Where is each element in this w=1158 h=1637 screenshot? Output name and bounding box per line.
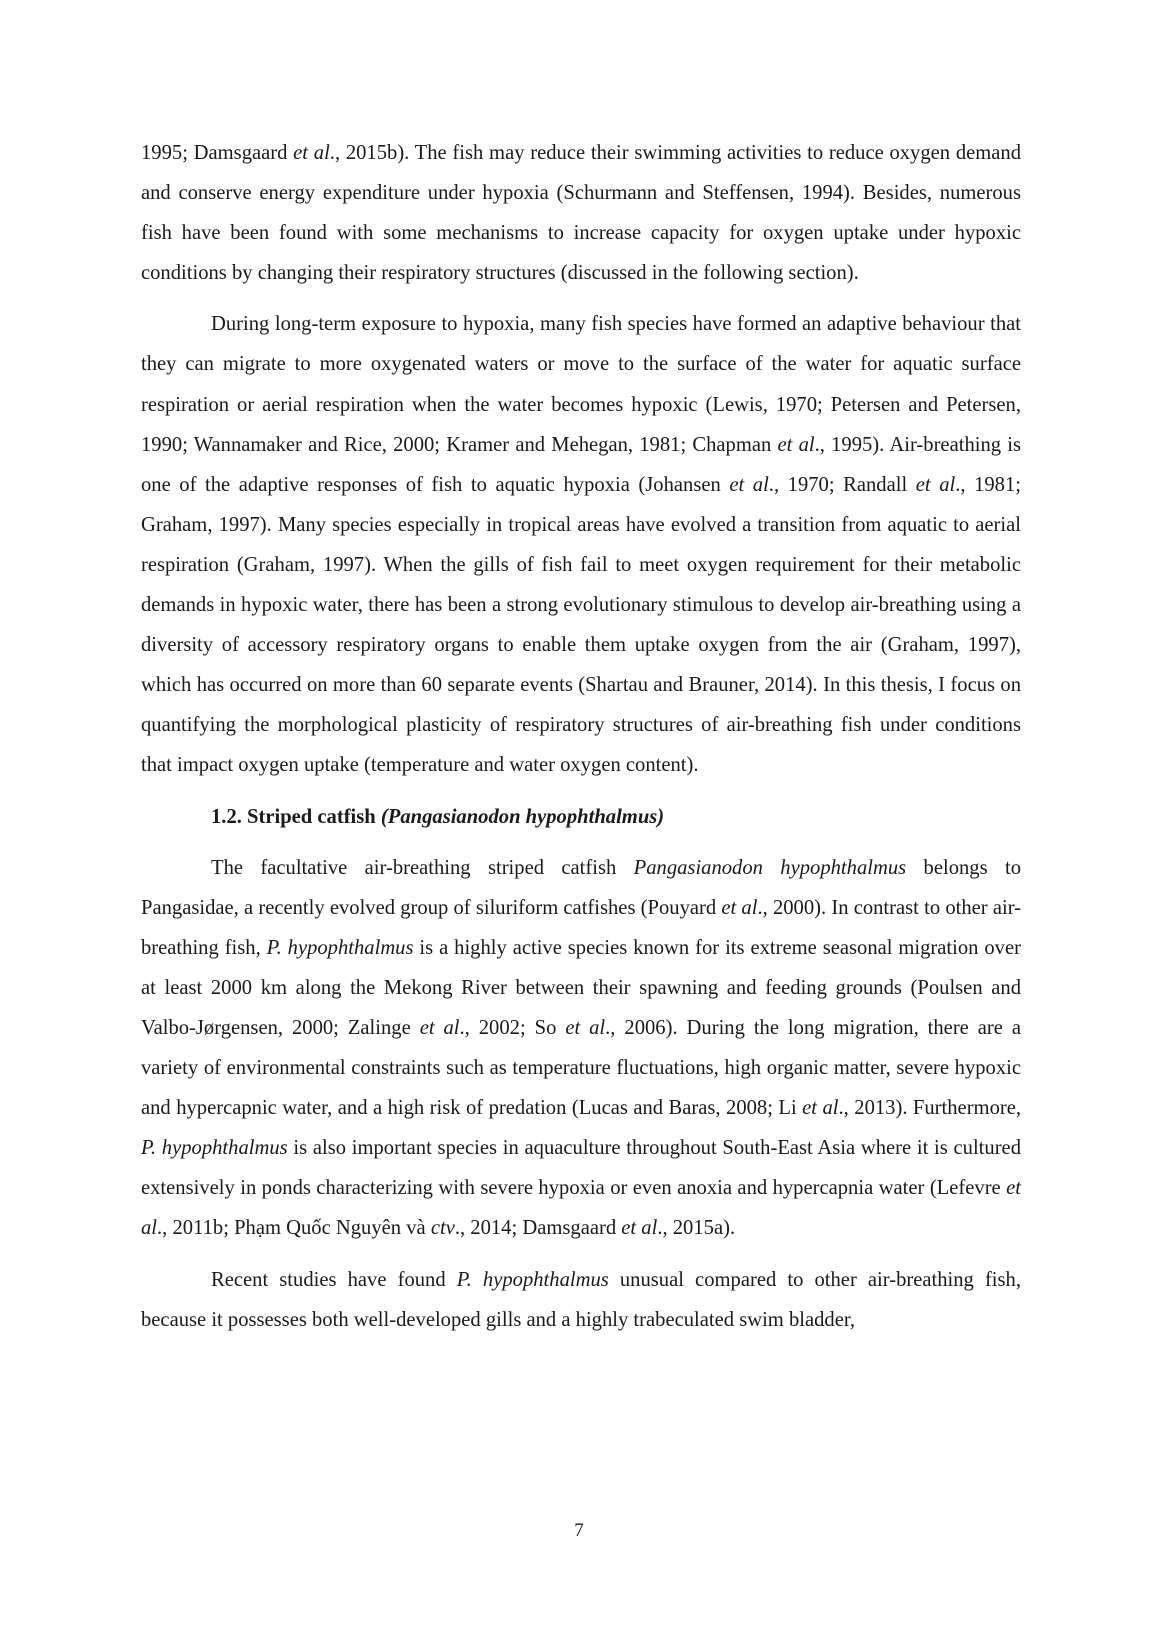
text-run: During long-term exposure to hypoxia, many fish species have formed an adaptive behaviour that they can migrate to more oxygenated waters or move to the surface of the water for aquatic surface respiration or aerial respiration when the water becomes hypoxic (Lewis, 1970; Petersen and Petersen, 1990; Wannamaker and Rice, 2000; Kramer and Mehegan, 1981; Chapman [141, 313, 1021, 456]
page-number: 7 [574, 1520, 584, 1541]
text-run: ., 2014; Damsgaard [454, 1217, 622, 1240]
text-run: et al [565, 1016, 606, 1039]
text-run: et al [777, 433, 815, 456]
section-heading [141, 797, 1021, 837]
text-run: 1995; Damsgaard [141, 142, 294, 164]
text-run: ctv [430, 1217, 455, 1240]
text-run: is a highly active species known for its extreme seasonal migration over at least 2000 km along the Mekong River between their spawning and feeding grounds (Poulsen and Valbo-Jørgensen, 2000; Zalinge [141, 936, 1021, 1039]
text-run: P. hypophthalmus [141, 1137, 288, 1160]
text-run: ., 2013). Furthermore, [838, 1097, 1022, 1120]
text-run: et al [729, 473, 769, 496]
text-run: et al [293, 142, 330, 164]
text-run: belongs to Pangasidae, a recently evolved group of siluriform catfishes (Pouyard [141, 856, 1021, 919]
text-run: et al [419, 1016, 460, 1039]
text-run: is also important species in aquaculture throughout South-East Asia where it is cultured extensively in ponds characterizing with severe hypoxia or even anoxia and hypercapnia water (Lefevre [141, 1137, 1021, 1200]
text-run: et al [915, 473, 956, 496]
text-run: unusual compared to other air-breathing fish, because it possesses both well-developed gills and a highly trabeculated swim bladder, [141, 1268, 1021, 1331]
paragraph-3 [141, 848, 1021, 1249]
text-run: ., 2015a). [657, 1217, 736, 1240]
text-run: ., 2011b; Phạm Quốc Nguyên và [157, 1217, 431, 1240]
text-run: P. hypophthalmus [266, 936, 414, 959]
text-run: ., 1970; Randall [768, 473, 916, 496]
text-run: Recent studies have found [211, 1268, 457, 1291]
section-heading-title: 1.2. Striped catfish [211, 805, 381, 828]
text-run: et al [621, 1217, 658, 1240]
text-run: ., 2015b). The fish may reduce their swimming activities to reduce oxygen demand and conserve energy expenditure under hypoxia (Schurmann and Steffensen, 1994). Besides, numerous fish have been found with some mechanisms to increase capacity for oxygen uptake under hypoxic conditions by changing their respiratory structures (discussed in the following section). [141, 142, 1022, 285]
text-run: ., 1995). Air-breathing is one of the adaptive responses of fish to aquatic hypoxia (Johansen [141, 433, 1021, 496]
text-run: et al [141, 1177, 1021, 1240]
paragraph-1 [141, 133, 1021, 293]
text-run: et al [802, 1097, 839, 1120]
paragraph-2 [141, 304, 1021, 785]
section-heading-species: (Pangasianodon hypophthalmus) [380, 805, 665, 828]
body-text [141, 133, 1021, 1351]
text-run: et al [721, 896, 758, 919]
text-run: ., 2000). In contrast to other air-breathing fish, [141, 896, 1021, 959]
text-run: ., 2006). During the long migration, there are a variety of environmental constraints such as temperature fluctuations, high organic matter, severe hypoxic and hypercapnic water, and a high risk of predation (Lucas and Baras, 2008; Li [141, 1016, 1021, 1120]
text-run: The facultative air-breathing striped catfish [211, 856, 634, 879]
text-run: ., 2002; So [459, 1016, 566, 1039]
paragraph-4 [141, 1260, 1021, 1340]
text-run: Pangasianodon hypophthalmus [633, 856, 907, 879]
text-run: P. hypophthalmus [456, 1268, 609, 1291]
text-run: ., 1981; Graham, 1997). Many species especially in tropical areas have evolved a transition from aquatic to aerial respiration (Graham, 1997). When the gills of fish fail to meet oxygen requirement for their metabolic demands in hypoxic water, there has been a strong evolutionary stimulous to develop air-breathing using a diversity of accessory respiratory organs to enable them uptake oxygen from the air (Graham, 1997), which has occurred on more than 60 separate events (Shartau and Brauner, 2014). In this thesis, I focus on quantifying the morphological plasticity of respiratory structures of air-breathing fish under conditions that impact oxygen uptake (temperature and water oxygen content). [141, 473, 1021, 777]
